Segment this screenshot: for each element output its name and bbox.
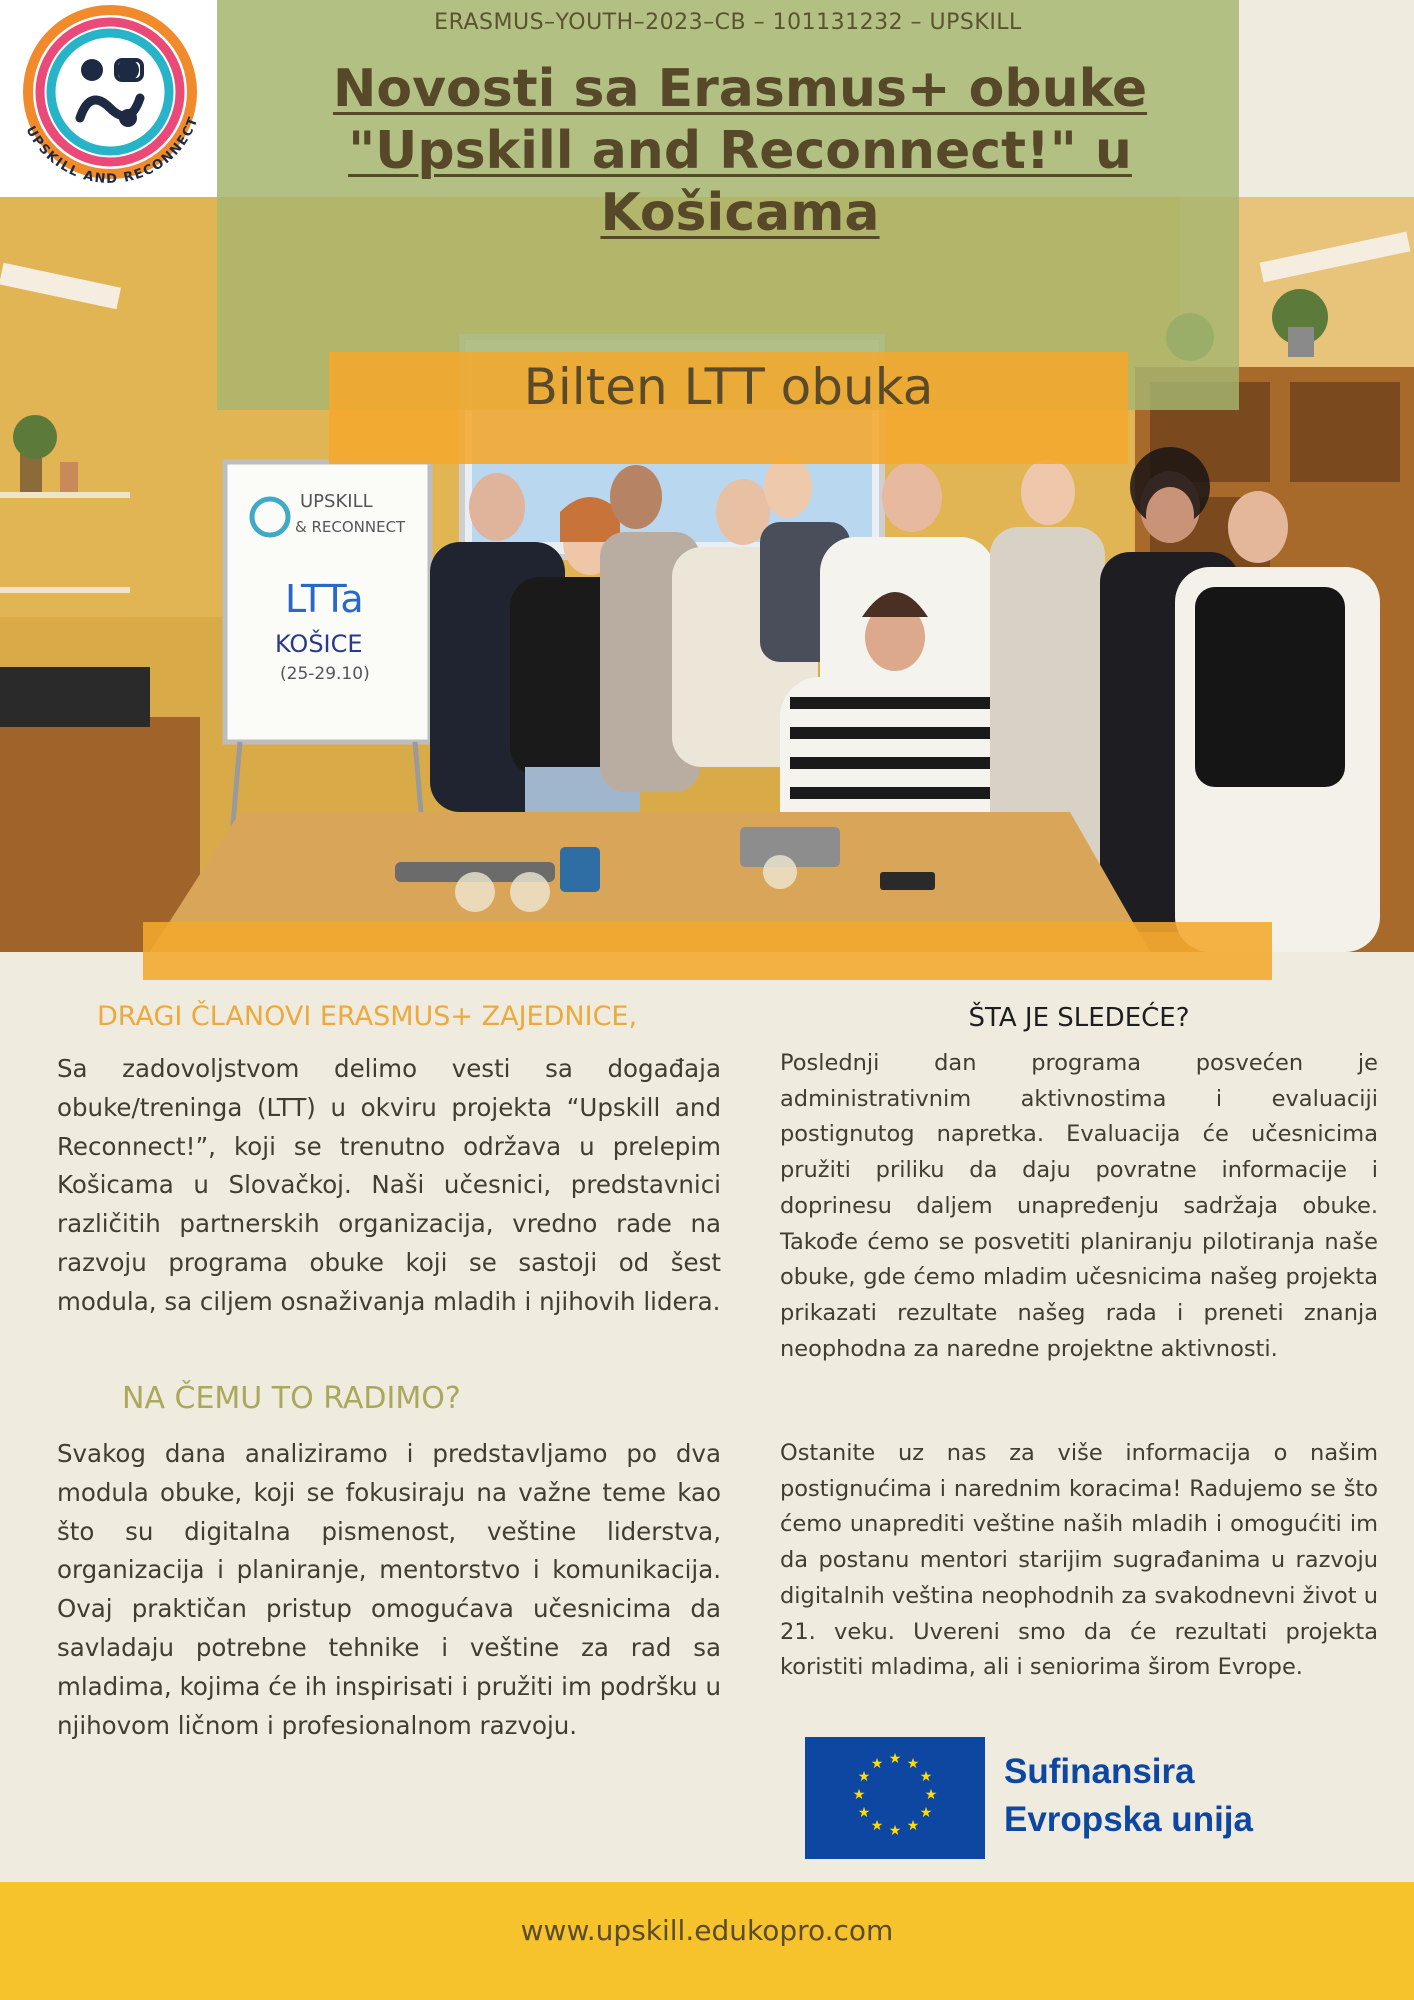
svg-text:★: ★ — [924, 1787, 938, 1803]
svg-text:★: ★ — [888, 1823, 902, 1839]
svg-text:★: ★ — [857, 1769, 871, 1785]
svg-text:★: ★ — [919, 1805, 933, 1821]
svg-text:★: ★ — [906, 1818, 920, 1834]
flipchart-text-3: LTTa — [285, 577, 364, 621]
flipchart-text-2: & RECONNECT — [295, 518, 406, 536]
next-heading: ŠTA JE SLEDEĆE? — [968, 1003, 1190, 1033]
greeting-heading: DRAGI ČLANOVI ERASMUS+ ZAJEDNICE, — [97, 1001, 638, 1032]
working-heading: NA ČEMU TO RADIMO? — [122, 1381, 461, 1416]
intro-paragraph: Sa zadovoljstvom delimo vesti sa događaja obuke/treninga (LTT) u okviru projekta “Upskill and Reconnect!”, koji se trenutno održava u prelepim Košicama u Slovačkoj. Naši učesnici, predstavnici različitih partnerskih organizacija, vredno rade na razvoju programa obuke koji se sastoji od šest modula, sa ciljem osnaživanja mladih i njihovih lidera. — [57, 1054, 721, 1316]
svg-text:★: ★ — [857, 1805, 871, 1821]
svg-text:★: ★ — [919, 1769, 933, 1785]
project-code: ERASMUS–YOUTH–2023–CB – 101131232 – UPSKILL — [434, 10, 1022, 35]
logo-text: UPSKILL AND RECONNECT — [22, 114, 202, 188]
eu-funding-line-1: Sufinansira — [1004, 1752, 1195, 1791]
photo-bottom-band — [143, 922, 1272, 980]
svg-text:★: ★ — [870, 1756, 884, 1772]
bulletin-title: Bilten LTT obuka — [523, 358, 934, 416]
eu-flag-icon — [805, 1737, 985, 1859]
eu-funding-text — [1004, 1748, 1384, 1844]
page-title: Novosti sa Erasmus+ obuke "Upskill and Reconnect!" u Košicama — [332, 59, 1148, 243]
svg-text:★: ★ — [852, 1787, 866, 1803]
footer-url-link[interactable]: www.upskill.edukopro.com — [520, 1914, 894, 1947]
flipchart-text-5: (25-29.10) — [280, 664, 370, 684]
svg-text:★: ★ — [888, 1751, 902, 1767]
eu-funding-line-2: Evropska unija — [1004, 1800, 1253, 1839]
next-paragraph-2: Ostanite uz nas za više informacija o našim postignućima i narednim koracima! Radujemo se što ćemo unaprediti veštine naših mladih i omogućiti im da postanu mentori starijim sugrađanima u razvoju digitalnih veština neophodnih za svakodnevni život u 21. veku. Uvereni smo da će rezultati projekta koristiti mladima, ali i seniorima širom Evrope. — [780, 1440, 1378, 1681]
working-paragraph: Svakog dana analiziramo i predstavljamo po dva modula obuke, koji se fokusiraju na važne teme kao što su digitalna pismenost, veštine liderstva, organizacija i planiranje, mentorstvo i komunikacija. Ovaj praktičan pristup omogućava učesnicima da savladaju potrebne tehnike i veštine za rad sa mladima, kojima će ih inspirisati i pružiti im podršku u njihovom ličnom i profesionalnom razvoju. — [57, 1439, 721, 1740]
svg-text:★: ★ — [870, 1818, 884, 1834]
flipchart-text-1: UPSKILL — [300, 491, 373, 512]
upskill-reconnect-logo — [0, 0, 217, 197]
next-paragraph-1: Poslednji dan programa posvećen je administrativnim aktivnostima i evaluaciji postignutog napretka. Evaluacija će učesnicima pružiti priliku da daju povratne informacije i doprinesu daljem unapređenju sadržaja obuke. Takođe ćemo se posvetiti planiranju pilotiranja naše obuke, gde ćemo mladim učesnicima našeg projekta prikazati rezultate našeg rada i preneti znanja neophodna za naredne projektne aktivnosti. — [780, 1050, 1378, 1362]
svg-text:★: ★ — [906, 1756, 920, 1772]
flipchart-text-4: KOŠICE — [275, 630, 363, 658]
